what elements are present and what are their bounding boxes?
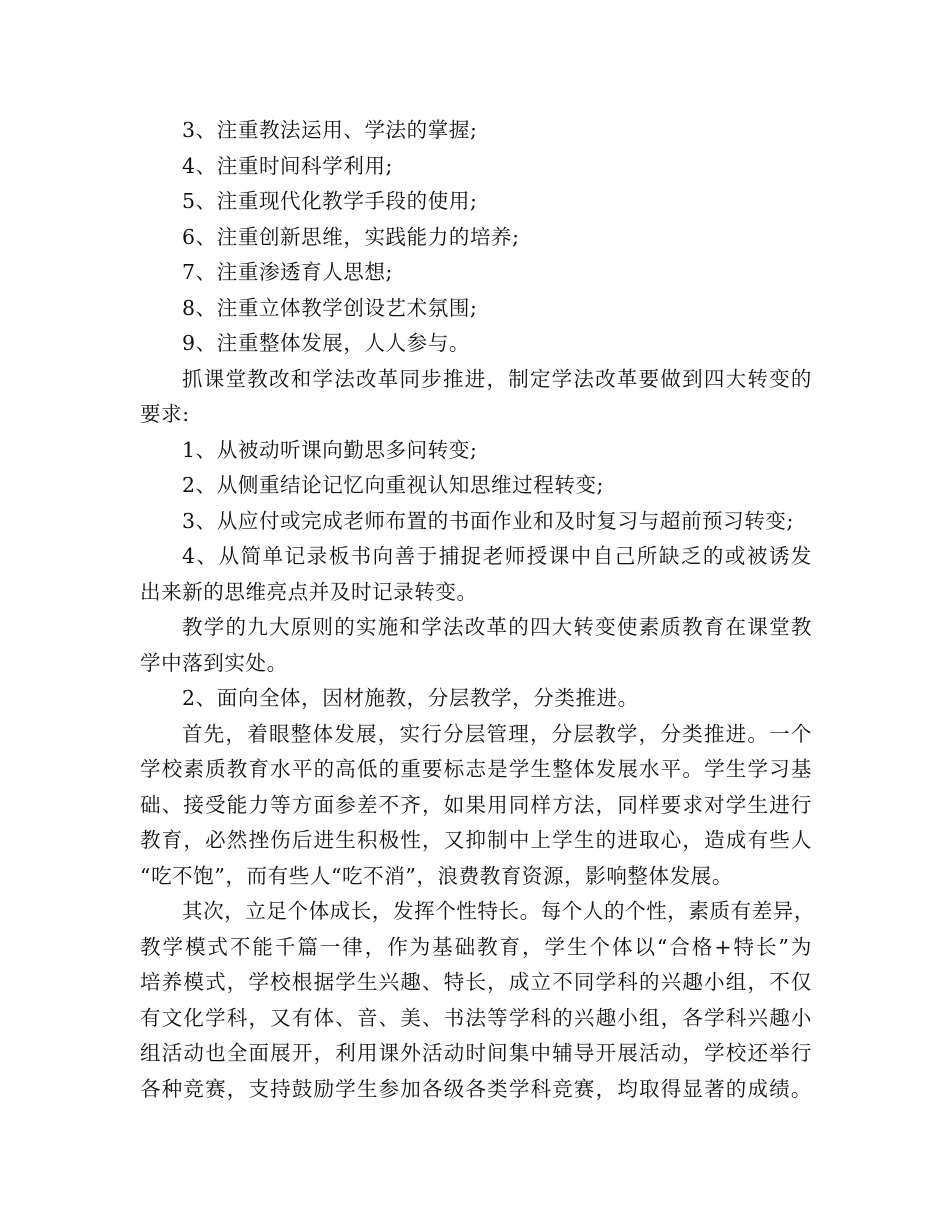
text-line: 6、注重创新思维，实践能力的培养; bbox=[182, 224, 520, 249]
text-line: 3、注重教法运用、学法的掌握; bbox=[182, 118, 478, 142]
text-line: 7、注重渗透育人思想; bbox=[182, 260, 394, 284]
document-body bbox=[140, 113, 815, 1107]
text-line: “吃不饱”，而有些人“吃不消”，浪费教育资源，影响整体发展。 bbox=[140, 863, 733, 888]
text-line: 教学的九大原则的实施和学法改革的四大转变使素质教育在课堂教 bbox=[182, 615, 812, 639]
text-line: 9、注重整体发展，人人参与。 bbox=[182, 331, 470, 355]
text-line: 4、注重时间科学利用; bbox=[182, 153, 394, 178]
text-line: 出来新的思维亮点并及时记录转变。 bbox=[140, 579, 478, 604]
text-line: 有文化学科，又有体、音、美、书法等学科的兴趣小组，各学科兴趣小 bbox=[140, 1005, 812, 1030]
text-line: 首先，着眼整体发展，实行分层管理，分层教学，分类推进。一个 bbox=[182, 721, 812, 746]
text-line: 3、从应付或完成老师布置的书面作业和及时复习与超前预习转变; bbox=[182, 508, 794, 533]
text-line: 其次，立足个体成长，发挥个性特长。每个人的个性，素质有差异， bbox=[182, 899, 815, 923]
text-line: 4、从简单记录板书向善于捕捉老师授课中自己所缺乏的或被诱发 bbox=[182, 544, 812, 568]
text-line: 5、注重现代化教学手段的使用; bbox=[182, 189, 478, 213]
text-line: 2、面向全体，因材施教，分层教学，分类推进。 bbox=[182, 686, 639, 710]
text-line: 各种竞赛，支持鼓励学生参加各级各类学科竞赛，均取得显著的成绩。 bbox=[140, 1076, 812, 1101]
text-line: 1、从被动听课向勤思多问转变; bbox=[182, 437, 478, 462]
text-line: 2、从侧重结论记忆向重视认知思维过程转变; bbox=[182, 473, 605, 497]
text-line: 要求: bbox=[140, 402, 190, 426]
text-line: 培养模式，学校根据学生兴趣、特长，成立不同学科的兴趣小组，不仅 bbox=[140, 970, 812, 994]
text-line: 础、接受能力等方面参差不齐，如果用同样方法，同样要求对学生进行 bbox=[140, 792, 812, 817]
text-line: 学中落到实处。 bbox=[140, 650, 288, 675]
text-line: 教育，必然挫伤后进生积极性，又抑制中上学生的进取心，造成有些人 bbox=[140, 828, 812, 852]
text-line: 组活动也全面展开，利用课外活动时间集中辅导开展活动，学校还举行 bbox=[140, 1041, 812, 1065]
text-line: 抓课堂教改和学法改革同步推进，制定学法改革要做到四大转变的 bbox=[182, 366, 812, 391]
text-line: 学校素质教育水平的高低的重要标志是学生整体发展水平。学生学习基 bbox=[140, 757, 812, 781]
text-line: 8、注重立体教学创设艺术氛围; bbox=[182, 295, 478, 320]
text-line: 教学模式不能千篇一律，作为基础教育，学生个体以“合格+特长”为 bbox=[140, 934, 812, 959]
